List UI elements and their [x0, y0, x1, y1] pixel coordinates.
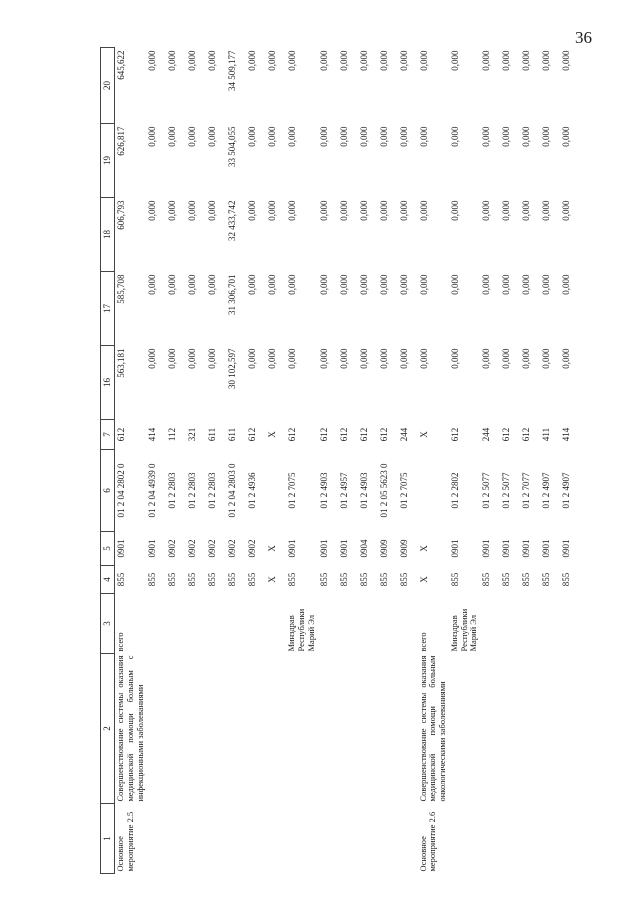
amount-col17-cell: 0,000 — [187, 274, 198, 295]
table-row — [560, 48, 608, 874]
measure-description-cell — [500, 654, 520, 804]
target-article-cell: 01 2 4936 — [247, 472, 258, 509]
rotated-table-wrapper — [100, 48, 572, 874]
section-cell: 0901 — [449, 539, 460, 558]
target-article-cell: 01 2 2803 — [187, 472, 198, 509]
target-article-cell: 01 2 04 4939 0 — [147, 463, 158, 518]
source-cell — [146, 594, 166, 654]
source-cell — [520, 594, 540, 654]
amount-col18-cell: 0,000 — [378, 200, 389, 221]
amount-col20-cell: 0,000 — [147, 50, 158, 71]
expense-type-cell: 414 — [561, 427, 572, 442]
amount-col20-cell: 0,000 — [318, 50, 329, 71]
expense-type-cell: Х — [267, 431, 278, 438]
expense-type-cell: 612 — [318, 427, 329, 442]
table-row — [286, 48, 317, 874]
source-cell — [266, 594, 286, 654]
header-cell: 17 — [101, 272, 115, 346]
amount-col18-cell: 0,000 — [207, 200, 218, 221]
measure-description-cell — [449, 654, 480, 804]
measure-name-cell — [560, 804, 608, 874]
expense-type-cell: 612 — [449, 427, 460, 442]
amount-col16-cell: 0,000 — [187, 348, 198, 369]
amount-col18-cell: 0,000 — [247, 200, 258, 221]
measure-description-cell — [266, 654, 286, 804]
header-cell: 2 — [101, 654, 115, 804]
expense-type-cell: 612 — [287, 427, 298, 442]
grbs-cell: 855 — [338, 572, 349, 587]
section-cell: 0901 — [501, 539, 512, 558]
expense-type-cell: 611 — [227, 427, 238, 442]
amount-col19-cell: 0,000 — [247, 126, 258, 147]
amount-col17-cell: 0,000 — [378, 274, 389, 295]
expense-type-cell: 612 — [378, 427, 389, 442]
amount-col18-cell: 0,000 — [318, 200, 329, 221]
target-article-cell: 01 2 7075 — [398, 472, 409, 509]
source-cell — [480, 594, 500, 654]
amount-col16-cell: 0,000 — [207, 348, 218, 369]
measure-description-cell — [166, 654, 186, 804]
section-cell: 0902 — [187, 539, 198, 558]
table-row — [398, 48, 418, 874]
expense-type-cell: 244 — [398, 427, 409, 442]
amount-col16-cell: 0,000 — [378, 348, 389, 369]
amount-col17-cell: 0,000 — [147, 274, 158, 295]
amount-col19-cell: 0,000 — [287, 126, 298, 147]
measure-name-cell — [398, 804, 418, 874]
table-row — [358, 48, 378, 874]
table-row — [206, 48, 226, 874]
grbs-cell: 855 — [398, 572, 409, 587]
measure-name-cell — [449, 804, 480, 874]
amount-col18-cell: 606,793 — [116, 200, 126, 230]
grbs-cell: 855 — [561, 572, 572, 587]
amount-col20-cell: 645,622 — [116, 50, 126, 80]
measure-name-cell — [318, 804, 338, 874]
grbs-cell: 855 — [541, 572, 552, 587]
measure-description-cell — [318, 654, 338, 804]
amount-col19-cell: 0,000 — [187, 126, 198, 147]
header-cell: 18 — [101, 198, 115, 272]
amount-col16-cell: 0,000 — [358, 348, 369, 369]
section-cell: 0901 — [541, 539, 552, 558]
target-article-cell: 01 2 04 2802 0 — [116, 463, 126, 518]
amount-col20-cell: 0,000 — [358, 50, 369, 71]
amount-col17-cell: 0,000 — [449, 274, 460, 295]
amount-col17-cell: 0,000 — [318, 274, 329, 295]
measure-description-cell — [206, 654, 226, 804]
grbs-cell: 855 — [247, 572, 258, 587]
amount-col19-cell: 626,817 — [116, 126, 126, 156]
amount-col18-cell: 0,000 — [187, 200, 198, 221]
expense-type-cell: 612 — [338, 427, 349, 442]
measure-description-cell — [146, 654, 166, 804]
grbs-cell: 855 — [521, 572, 532, 587]
amount-col19-cell: 0,000 — [318, 126, 329, 147]
measure-description-cell — [246, 654, 266, 804]
amount-col17-cell: 31 306,701 — [227, 274, 238, 315]
target-article-cell: 01 2 2802 — [449, 472, 460, 509]
grbs-cell: Х — [418, 576, 429, 583]
amount-col17-cell: 0,000 — [207, 274, 218, 295]
amount-col19-cell: 0,000 — [541, 126, 552, 147]
amount-col20-cell: 0,000 — [167, 50, 178, 71]
target-article-cell — [266, 450, 286, 532]
grbs-cell: 855 — [449, 572, 460, 587]
measure-name-cell — [226, 804, 246, 874]
target-article-cell: 01 2 4907 — [541, 472, 552, 509]
measure-name-cell — [286, 804, 317, 874]
amount-col20-cell: 0,000 — [247, 50, 258, 71]
target-article-cell: 01 2 04 2803 0 — [227, 463, 238, 518]
source-cell — [226, 594, 246, 654]
target-article-cell: 01 2 2803 — [207, 472, 218, 509]
measure-description-cell — [378, 654, 398, 804]
amount-col19-cell: 0,000 — [207, 126, 218, 147]
grbs-cell: 855 — [501, 572, 512, 587]
expense-type-cell: 611 — [207, 427, 218, 442]
measure-name-cell — [520, 804, 540, 874]
amount-col20-cell: 0,000 — [501, 50, 512, 71]
amount-col17-cell: 0,000 — [398, 274, 409, 295]
expense-type-cell: 414 — [147, 427, 158, 442]
section-cell: 0902 — [167, 539, 178, 558]
source-cell — [358, 594, 378, 654]
amount-col18-cell: 0,000 — [418, 200, 429, 221]
measure-name-cell: Основное мероприятие 2.6 — [417, 811, 438, 872]
measure-description-cell — [520, 654, 540, 804]
amount-col18-cell: 0,000 — [358, 200, 369, 221]
section-cell: 0901 — [318, 539, 329, 558]
page-number: 36 — [575, 28, 592, 47]
section-cell: Х — [418, 545, 429, 552]
measure-description-cell — [560, 654, 608, 804]
table-row — [318, 48, 338, 874]
amount-col16-cell: 0,000 — [561, 348, 572, 369]
source-cell — [206, 594, 226, 654]
table-row — [246, 48, 266, 874]
expense-type-cell: 244 — [481, 427, 492, 442]
table-row — [540, 48, 560, 874]
amount-col20-cell: 0,000 — [398, 50, 409, 71]
grbs-cell: 855 — [147, 572, 158, 587]
amount-col19-cell: 33 504,055 — [227, 126, 238, 167]
table-row — [146, 48, 166, 874]
target-article-cell: 01 2 7077 — [521, 472, 532, 509]
table-row — [449, 48, 480, 874]
amount-col20-cell: 0,000 — [378, 50, 389, 71]
amount-col20-cell: 0,000 — [541, 50, 552, 71]
header-cell: 1 — [101, 804, 115, 874]
section-cell: Х — [267, 545, 278, 552]
grbs-cell: 855 — [318, 572, 329, 587]
target-article-cell: 01 2 2803 — [167, 472, 178, 509]
amount-col16-cell: 0,000 — [449, 348, 460, 369]
amount-col16-cell: 0,000 — [418, 348, 429, 369]
section-cell: 0902 — [247, 539, 258, 558]
source-cell — [378, 594, 398, 654]
amount-col17-cell: 0,000 — [561, 274, 572, 295]
amount-col18-cell: 0,000 — [561, 200, 572, 221]
target-article-cell: 01 2 4903 — [358, 472, 369, 509]
grbs-cell: 855 — [187, 572, 198, 587]
expense-type-cell: 612 — [116, 427, 126, 442]
amount-col18-cell: 0,000 — [338, 200, 349, 221]
target-article-cell: 01 2 5077 — [481, 472, 492, 509]
amount-col17-cell: 0,000 — [481, 274, 492, 295]
source-cell — [560, 594, 608, 654]
measure-description-cell: Совершенствование системы оказания медицинской помощи больным онкологическими заболеваниями — [417, 655, 448, 802]
table-row — [266, 48, 286, 874]
amount-col18-cell: 0,000 — [167, 200, 178, 221]
source-cell — [186, 594, 206, 654]
amount-col16-cell: 0,000 — [338, 348, 349, 369]
section-cell: 0901 — [561, 539, 572, 558]
amount-col18-cell: 0,000 — [501, 200, 512, 221]
measure-description-cell — [398, 654, 418, 804]
measure-name-cell — [266, 804, 286, 874]
grbs-cell: 855 — [287, 572, 298, 587]
amount-col16-cell: 0,000 — [398, 348, 409, 369]
table-row — [226, 48, 246, 874]
amount-col18-cell: 0,000 — [147, 200, 158, 221]
measure-name-cell — [246, 804, 266, 874]
section-cell: 0901 — [287, 539, 298, 558]
amount-col20-cell: 0,000 — [207, 50, 218, 71]
header-cell: 5 — [101, 532, 115, 566]
grbs-cell: 855 — [116, 572, 126, 587]
measure-description-cell — [186, 654, 206, 804]
amount-col17-cell: 0,000 — [358, 274, 369, 295]
source-cell — [398, 594, 418, 654]
amount-col19-cell: 0,000 — [481, 126, 492, 147]
target-article-cell: 01 2 4957 — [338, 472, 349, 509]
source-cell: Минздрав Республики Марий Эл — [286, 608, 316, 652]
target-article-cell: 01 2 4903 — [318, 472, 329, 509]
measure-name-cell — [166, 804, 186, 874]
measure-name-cell — [480, 804, 500, 874]
source-cell — [338, 594, 358, 654]
source-cell: всего — [115, 632, 125, 652]
measure-description-cell — [286, 654, 317, 804]
amount-col17-cell: 0,000 — [247, 274, 258, 295]
rotated-table-area — [100, 48, 572, 874]
expense-type-cell: 612 — [521, 427, 532, 442]
section-cell: 0901 — [481, 539, 492, 558]
header-cell: 3 — [101, 594, 115, 654]
section-cell: 0901 — [116, 539, 126, 558]
budget-table — [100, 47, 608, 874]
grbs-cell: 855 — [167, 572, 178, 587]
grbs-cell: Х — [267, 576, 278, 583]
source-cell — [318, 594, 338, 654]
section-cell: 0902 — [207, 539, 218, 558]
table-row — [520, 48, 540, 874]
measure-name-cell — [206, 804, 226, 874]
section-cell: 0902 — [227, 539, 238, 558]
amount-col20-cell: 0,000 — [561, 50, 572, 71]
amount-col20-cell: 0,000 — [449, 50, 460, 71]
table-row — [500, 48, 520, 874]
amount-col18-cell: 0,000 — [267, 200, 278, 221]
measure-description-cell — [540, 654, 560, 804]
measure-name-cell — [378, 804, 398, 874]
measure-description-cell — [338, 654, 358, 804]
amount-col18-cell: 0,000 — [449, 200, 460, 221]
measure-name-cell — [500, 804, 520, 874]
table-row — [418, 48, 449, 874]
expense-type-cell: Х — [418, 431, 429, 438]
table-row — [186, 48, 206, 874]
amount-col19-cell: 0,000 — [358, 126, 369, 147]
grbs-cell: 855 — [481, 572, 492, 587]
source-cell — [246, 594, 266, 654]
header-cell: 20 — [101, 48, 115, 124]
table-row — [480, 48, 500, 874]
expense-type-cell: 612 — [358, 427, 369, 442]
amount-col20-cell: 0,000 — [418, 50, 429, 71]
amount-col20-cell: 0,000 — [521, 50, 532, 71]
amount-col16-cell: 0,000 — [267, 348, 278, 369]
table-body — [115, 48, 609, 874]
amount-col16-cell: 0,000 — [247, 348, 258, 369]
grbs-cell: 855 — [207, 572, 218, 587]
expense-type-cell: 321 — [187, 427, 198, 442]
amount-col17-cell: 0,000 — [287, 274, 298, 295]
table-row — [338, 48, 358, 874]
measure-name-cell — [338, 804, 358, 874]
amount-col17-cell: 585,708 — [116, 274, 126, 304]
source-cell — [540, 594, 560, 654]
amount-col19-cell: 0,000 — [501, 126, 512, 147]
amount-col17-cell: 0,000 — [267, 274, 278, 295]
amount-col19-cell: 0,000 — [561, 126, 572, 147]
source-cell — [166, 594, 186, 654]
amount-col17-cell: 0,000 — [541, 274, 552, 295]
amount-col20-cell: 0,000 — [481, 50, 492, 71]
amount-col19-cell: 0,000 — [449, 126, 460, 147]
amount-col16-cell: 0,000 — [541, 348, 552, 369]
amount-col19-cell: 0,000 — [418, 126, 429, 147]
amount-col16-cell: 0,000 — [501, 348, 512, 369]
amount-col18-cell: 0,000 — [541, 200, 552, 221]
amount-col19-cell: 0,000 — [147, 126, 158, 147]
target-article-cell: 01 2 7075 — [287, 472, 298, 509]
header-cell: 6 — [101, 450, 115, 532]
section-cell: 0909 — [378, 539, 389, 558]
amount-col16-cell: 0,000 — [287, 348, 298, 369]
amount-col16-cell: 30 102,597 — [227, 348, 238, 389]
target-article-cell: 01 2 5077 — [501, 472, 512, 509]
amount-col20-cell: 0,000 — [338, 50, 349, 71]
measure-name-cell — [146, 804, 166, 874]
source-cell: Минздрав Республики Марий Эл — [448, 608, 479, 652]
header-cell: 4 — [101, 566, 115, 594]
amount-col19-cell: 0,000 — [521, 126, 532, 147]
amount-col16-cell: 0,000 — [167, 348, 178, 369]
target-article-cell: 01 2 4907 — [561, 472, 572, 509]
section-cell: 0904 — [358, 539, 369, 558]
amount-col18-cell: 0,000 — [481, 200, 492, 221]
source-cell: всего — [417, 632, 428, 652]
section-cell: 0909 — [398, 539, 409, 558]
expense-type-cell: 612 — [501, 427, 512, 442]
section-cell: 0901 — [147, 539, 158, 558]
section-cell: 0901 — [338, 539, 349, 558]
amount-col19-cell: 0,000 — [338, 126, 349, 147]
measure-name-cell — [540, 804, 560, 874]
header-row — [101, 48, 115, 874]
amount-col19-cell: 0,000 — [378, 126, 389, 147]
amount-col17-cell: 0,000 — [338, 274, 349, 295]
amount-col16-cell: 0,000 — [521, 348, 532, 369]
measure-description-cell — [480, 654, 500, 804]
amount-col20-cell: 0,000 — [187, 50, 198, 71]
amount-col20-cell: 0,000 — [267, 50, 278, 71]
grbs-cell: 855 — [227, 572, 238, 587]
measure-name-cell — [186, 804, 206, 874]
header-cell: 7 — [101, 420, 115, 450]
amount-col17-cell: 0,000 — [521, 274, 532, 295]
measure-name-cell — [358, 804, 378, 874]
amount-col18-cell: 0,000 — [398, 200, 409, 221]
amount-col16-cell: 563,181 — [116, 348, 126, 378]
measure-name-cell: Основное мероприятие 2.5 — [115, 811, 135, 872]
amount-col18-cell: 0,000 — [287, 200, 298, 221]
target-article-cell — [418, 450, 449, 532]
expense-type-cell: 411 — [541, 427, 552, 442]
section-cell: 0901 — [521, 539, 532, 558]
amount-col16-cell: 0,000 — [481, 348, 492, 369]
measure-description-cell — [358, 654, 378, 804]
amount-col17-cell: 0,000 — [418, 274, 429, 295]
amount-col20-cell: 0,000 — [287, 50, 298, 71]
target-article-cell: 01 2 05 5623 0 — [378, 463, 389, 518]
amount-col19-cell: 0,000 — [398, 126, 409, 147]
amount-col17-cell: 0,000 — [167, 274, 178, 295]
header-cell: 16 — [101, 346, 115, 420]
amount-col19-cell: 0,000 — [267, 126, 278, 147]
header-cell: 19 — [101, 124, 115, 198]
amount-col18-cell: 32 433,742 — [227, 200, 238, 241]
source-cell — [500, 594, 520, 654]
amount-col17-cell: 0,000 — [501, 274, 512, 295]
measure-description-cell — [226, 654, 246, 804]
table-row — [115, 48, 147, 874]
amount-col19-cell: 0,000 — [167, 126, 178, 147]
grbs-cell: 855 — [358, 572, 369, 587]
measure-description-cell: Совершенствование системы оказания медицинской помощи больным с инфекционными заболеваниями — [115, 655, 145, 802]
table-row — [378, 48, 398, 874]
table-row — [166, 48, 186, 874]
amount-col16-cell: 0,000 — [318, 348, 329, 369]
expense-type-cell: 612 — [247, 427, 258, 442]
amount-col20-cell: 34 509,177 — [227, 50, 238, 91]
expense-type-cell: 112 — [167, 427, 178, 442]
grbs-cell: 855 — [378, 572, 389, 587]
amount-col16-cell: 0,000 — [147, 348, 158, 369]
amount-col18-cell: 0,000 — [521, 200, 532, 221]
